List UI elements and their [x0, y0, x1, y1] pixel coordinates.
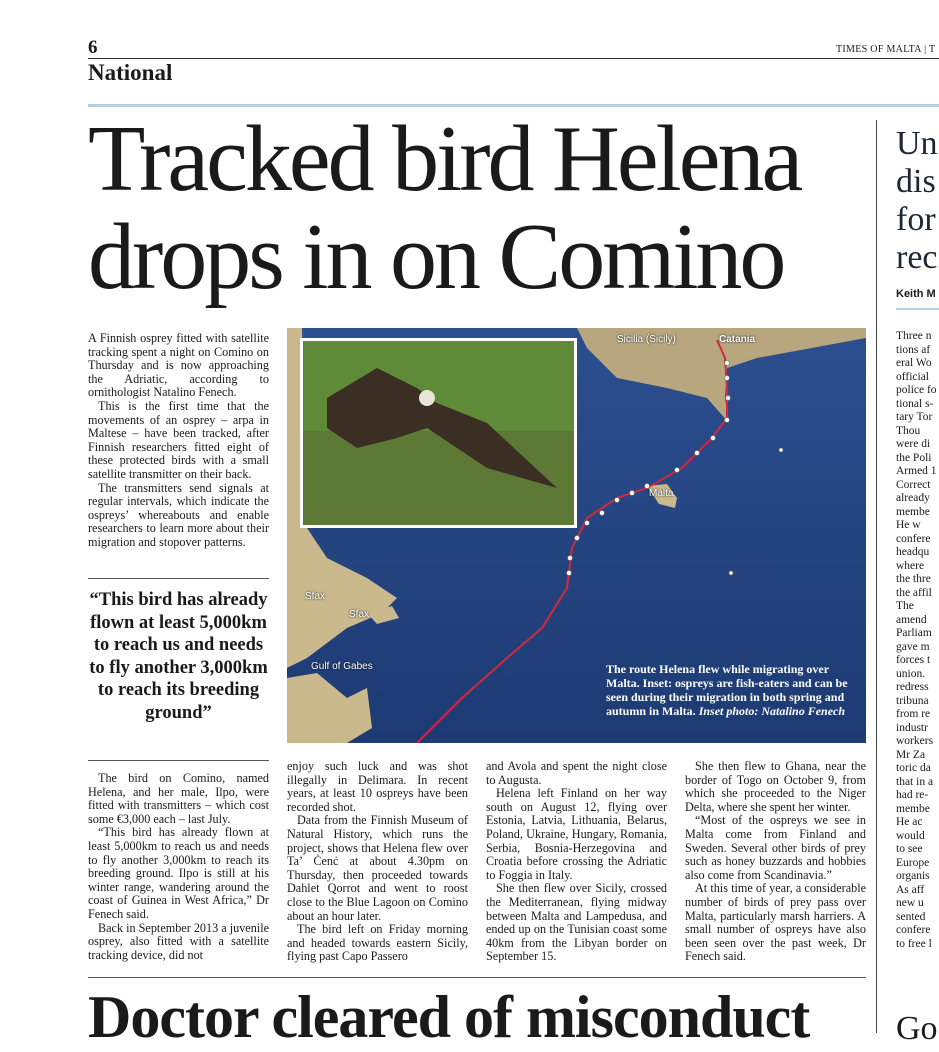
sidebar-body [896, 330, 939, 951]
column-2 [287, 760, 468, 964]
sidebar-line: forces t [896, 654, 931, 666]
map-label-sicily: Sicilia (Sicily) [617, 334, 676, 345]
sidebar-line: that in a [896, 775, 934, 788]
map-caption [606, 662, 856, 718]
next-headline: Doctor cleared of misconduct [88, 984, 810, 1050]
sidebar-line: from re [896, 708, 931, 720]
column-paragraph: “Most of the ospreys we see in Malta come from Finland and Sweden. Several other birds of prey such as honey buzzards and hobbies also come from Scandinavia.” [685, 813, 866, 882]
sidebar-headline-line: for [896, 201, 936, 238]
sidebar-headline-line: Un [896, 125, 938, 162]
caption-credit: Inset photo: Natalino Fenech [698, 704, 846, 718]
sidebar-line: Three n [896, 330, 932, 342]
column-paragraph: Helena left Finland on her way south on August 12, flying over Estonia, Latvia, Lithuania, Belarus, Poland, Ukraine, Hungary, Romania, Serbia, Bosnia-Herzegovina and Croatia before crossing the Adriatic to Foggia in Italy. [486, 786, 667, 882]
column-4 [685, 760, 866, 964]
column-paragraph: At this time of year, a considerable number of birds of prey pass over Malta, particularly marsh harriers. A small number of ospreys have also been seen over the past week, Dr Fenech said. [685, 881, 866, 964]
sidebar-line: redress [896, 681, 929, 693]
column-paragraph: The bird on Comino, named Helena, and her male, Ilpo, were fitted with transmitters – which cost some €3,000 each – last July. [88, 771, 269, 826]
sidebar-line: Correct [896, 478, 931, 491]
bottom-rule [88, 977, 866, 978]
intro-paragraph: The transmitters send signals at regular intervals, which indicate the ospreys’ whereabouts and enable researchers to learn more about their migration and stopover patterns. [88, 480, 269, 549]
sidebar-line: headqu [896, 546, 930, 558]
section-title: National [88, 60, 173, 85]
sidebar-headline-line: rec [896, 239, 938, 276]
sidebar-line: tribuna [896, 694, 929, 707]
sidebar-line: organis [896, 870, 930, 882]
sidebar-line: eral Wo [896, 357, 932, 369]
column-paragraph: “This bird has already flown at least 5,000km to reach us and needs to fly another 3,000km to reach its breeding ground. Ilpo is still at his winter range, wandering around the coast of Guinea in West Africa,” Dr Fenech said. [88, 825, 269, 921]
sidebar-line: the affil [896, 586, 932, 599]
sidebar-next-headline: Go [896, 1010, 938, 1047]
sidebar-line: had re- [896, 789, 929, 801]
sidebar-line: Mr Za [896, 748, 926, 761]
sidebar-line: He w [896, 519, 921, 531]
page-number: 6 [88, 37, 98, 58]
column-1 [88, 772, 269, 962]
sidebar-line: tions af [896, 343, 931, 356]
sidebar-line: Europe [896, 856, 930, 869]
sidebar-line: police fo [896, 384, 937, 396]
headline-line-1: Tracked bird Helena [88, 107, 801, 211]
sidebar-line: gave m [896, 640, 930, 653]
sidebar-line: Parliam [896, 627, 932, 639]
sidebar-line: tional s- [896, 397, 934, 410]
sidebar-line: were di [896, 438, 931, 450]
sidebar-line: new u [896, 897, 924, 909]
map-label-gulf: Gulf of Gabes [311, 661, 373, 672]
column-paragraph: She then flew over Sicily, crossed the Mediterranean, flying midway between Malta and Lampedusa, and ended up on the Tunisian coast some 40km from the Libyan border on September 15. [486, 881, 667, 964]
sidebar-line: membe [896, 505, 930, 518]
sidebar-line: union. [896, 667, 926, 680]
sidebar-byline: Keith M [896, 288, 936, 300]
pullquote-rule-bottom [88, 760, 269, 761]
inset-photo [300, 338, 577, 528]
sidebar-line: membe [896, 802, 930, 815]
map-label-catania: Catania [719, 334, 756, 345]
sidebar-line: workers [896, 735, 934, 747]
column-paragraph: Data from the Finnish Museum of Natural History, which runs the project, shows that Helena flew over Ta’ Ċenċ at about 4.30pm on Thursday, then proceeded towards Dahlet Qorrot and went to roost close to the Blue Lagoon on Comino about an hour later. [287, 813, 468, 923]
sidebar-line: where [896, 559, 925, 572]
intro-paragraph: This is the first time that the movements of an osprey – arpa in Maltese – have been tracked, after Finnish researchers fitted eight of these protected birds with a small satellite transmitter on their back. [88, 398, 269, 481]
sidebar-line: The [896, 600, 914, 612]
sidebar-line: sented [896, 910, 926, 923]
sidebar-line: industr [896, 721, 928, 734]
sidebar-line: confere [896, 924, 931, 936]
sidebar-line: tary Tor [896, 411, 933, 423]
sidebar-line: the Poli [896, 451, 932, 464]
sidebar-line: official [896, 370, 929, 383]
sidebar-line: Thou [896, 424, 921, 437]
sidebar-headline-line: dis [896, 163, 936, 200]
sidebar-line: He ac [896, 816, 923, 828]
headline [88, 107, 878, 309]
sidebar-line: confere [896, 532, 931, 545]
sidebar-line: Armed 1 [896, 465, 937, 477]
sidebar-line: toric da [896, 762, 931, 774]
sidebar-line: the thre [896, 573, 931, 585]
sidebar-headline [896, 125, 939, 277]
top-rule [88, 58, 939, 59]
column-paragraph: enjoy such luck and was shot illegally in Delimara. In recent years, at least 10 ospreys have been recorded shot. [287, 759, 468, 814]
sidebar-line: to free l [896, 937, 932, 950]
masthead: TIMES OF MALTA | T [836, 44, 936, 55]
pullquote-rule-top [88, 578, 269, 579]
headline-line-2: drops in on Comino [88, 205, 784, 309]
map-label-malta: Malta [649, 488, 674, 499]
caption-text: The route Helena flew while migrating over Malta. Inset: ospreys are fish-eaters and can be seen during their migration in both spring and autumn in Malta. [606, 662, 848, 718]
column-divider [876, 120, 877, 1033]
sidebar-line: As aff [896, 883, 925, 896]
sidebar-line: already [896, 492, 930, 504]
column-paragraph: and Avola and spent the night close to Augusta. [486, 759, 667, 787]
column-paragraph: She then flew to Ghana, near the border of Togo on October 9, from which she proceeded to the Niger Delta, where she spent her winter. [685, 759, 866, 814]
column-paragraph: Back in September 2013 a juvenile osprey, also fitted with a satellite tracking device, did not [88, 920, 269, 962]
column-3 [486, 760, 667, 964]
sidebar-line: to see [896, 843, 923, 855]
column-paragraph: The bird left on Friday morning and headed towards eastern Sicily, flying past Capo Passero [287, 922, 468, 964]
map-label-sfax: Sfax [305, 591, 326, 602]
pullquote: “This bird has already flown at least 5,000km to reach us and needs to fly another 3,000km to reach its breeding ground” [89, 590, 268, 723]
intro-paragraph: A Finnish osprey fitted with satellite tracking spent a night on Comino on Thursday and is now approaching the Adriatic, according to ornithologist Natalino Fenech. [88, 331, 269, 400]
sidebar-rule [896, 308, 939, 310]
intro-text [88, 332, 269, 550]
sidebar-line: would [896, 829, 925, 842]
map-label-sfax: Sfax [349, 609, 370, 620]
sidebar-line: amend [896, 613, 927, 626]
